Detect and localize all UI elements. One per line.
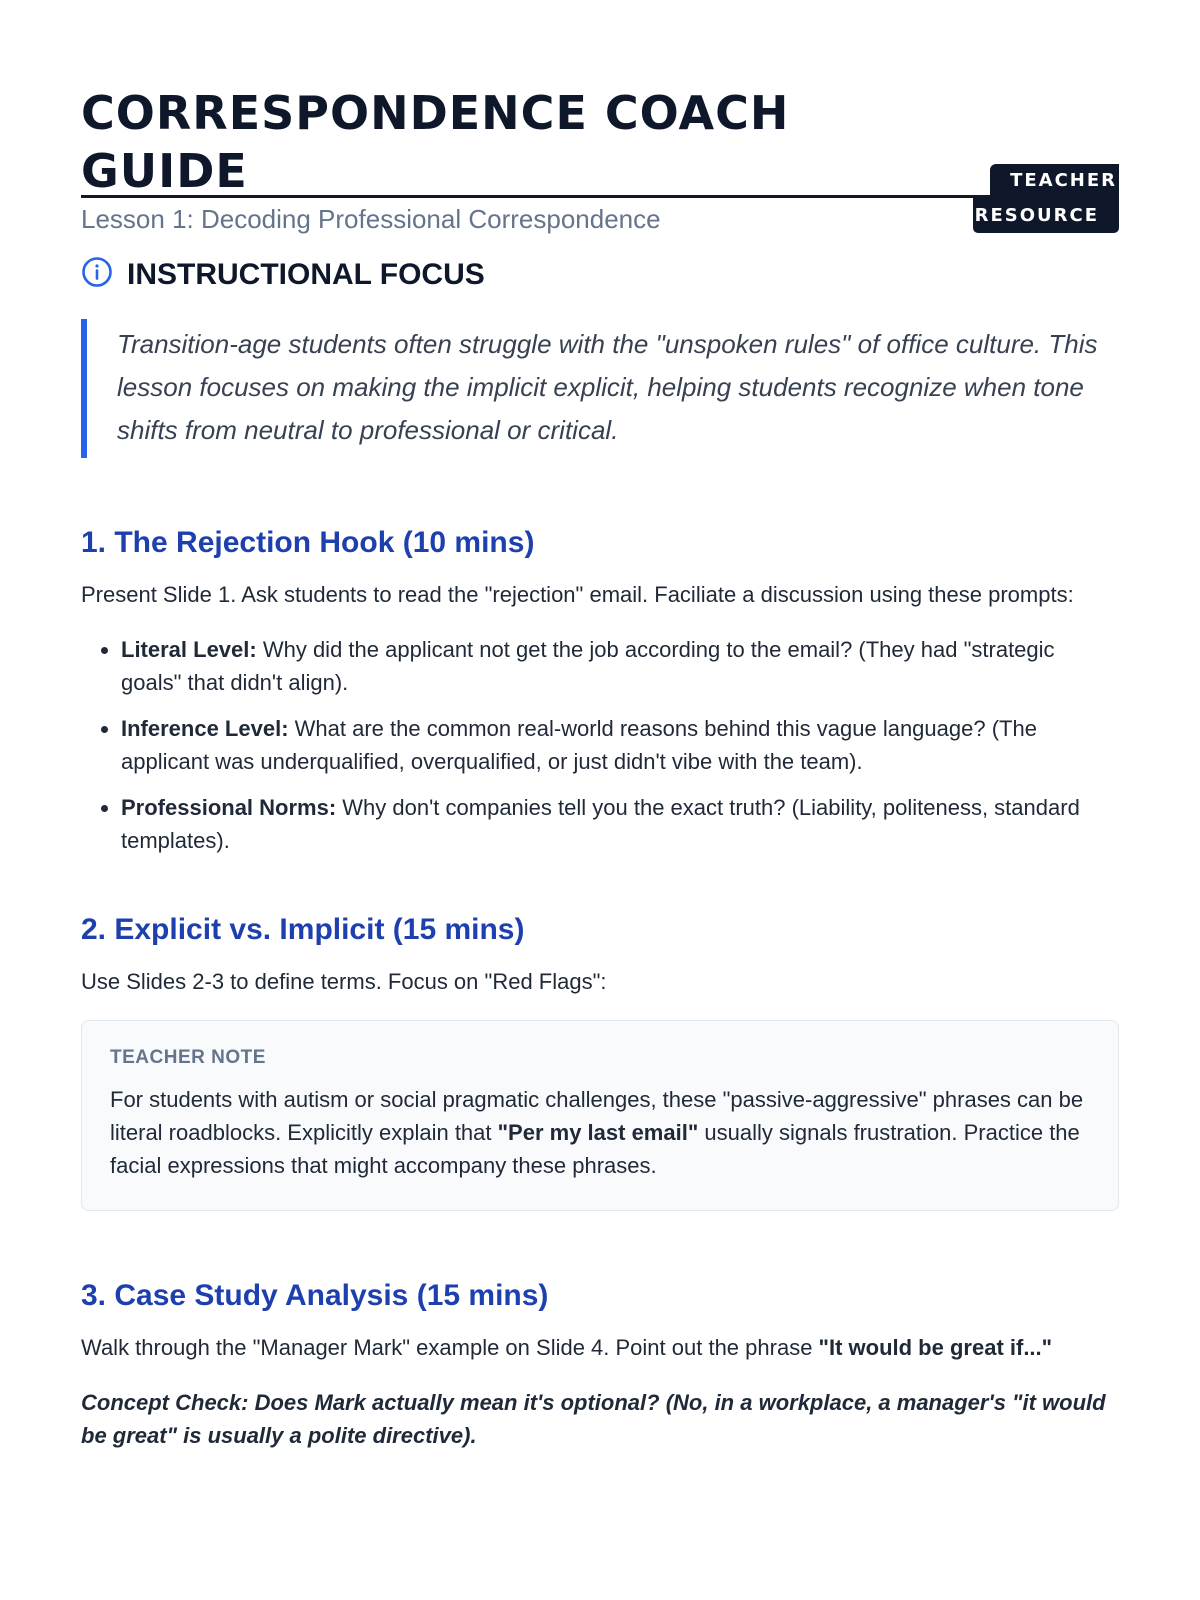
focus-quote: Transition-age students often struggle with the "unspoken rules" of office culture. This lesson focuses on making the implicit explicit, helping students recognize when tone shifts from neutral to professional or critical. (81, 319, 1119, 458)
section-rejection-hook (81, 526, 1119, 857)
section-3-intro (81, 1331, 1119, 1364)
prompt-text: Why don't companies tell you the exact truth? (Liability, politeness, standard templates). (121, 795, 1080, 853)
page-title: CORRESPONDENCE COACH GUIDE (81, 86, 790, 198)
teacher-note (81, 1020, 1119, 1211)
badge-line-1: TEACHER (990, 164, 1119, 198)
list-item (121, 791, 1119, 857)
note-bold-phrase: "Per my last email" (497, 1120, 699, 1145)
focus-heading-row (81, 256, 1119, 293)
prompt-text: What are the common real-world reasons behind this vague language? (The applicant was underqualified, overqualified, or just didn't vibe with the team). (121, 716, 1037, 774)
section-case-study (81, 1279, 1119, 1452)
badge-line-2: RESOURCE (973, 198, 1119, 233)
section-2-heading: 2. Explicit vs. Implicit (15 mins) (81, 913, 525, 946)
intro-text-part: Walk through the "Manager Mark" example on Slide 4. Point out the phrase (81, 1335, 819, 1360)
section-explicit-implicit (81, 913, 1119, 1211)
concept-check: Concept Check: Does Mark actually mean it's optional? (No, in a workplace, a manager's "it would be great" is usually a polite directive). (81, 1390, 1106, 1448)
list-item (121, 633, 1119, 699)
discussion-prompts (81, 633, 1119, 857)
info-icon (81, 256, 127, 293)
prompt-label: Inference Level: (121, 716, 289, 741)
section-3-heading: 3. Case Study Analysis (15 mins) (81, 1279, 549, 1312)
teacher-resource-badge (973, 164, 1119, 233)
intro-bold-phrase: "It would be great if..." (818, 1335, 1053, 1360)
page-subtitle: Lesson 1: Decoding Professional Correspondence (81, 204, 661, 234)
section-2-intro: Use Slides 2-3 to define terms. Focus on "Red Flags": (81, 969, 607, 994)
list-item (121, 712, 1119, 778)
prompt-text: Why did the applicant not get the job according to the email? (They had "strategic goals" that didn't align). (121, 637, 1055, 695)
teacher-note-text (110, 1083, 1090, 1182)
instructional-focus (81, 256, 1119, 458)
section-1-intro: Present Slide 1. Ask students to read the "rejection" email. Faciliate a discussion using these prompts: (81, 582, 1074, 607)
note-text-part: For students with autism or social pragmatic challenges, these "passive-aggressive" phrases can be literal roadblocks. Explicitly explain that (110, 1087, 1084, 1145)
prompt-label: Literal Level: (121, 637, 257, 662)
note-text-part: usually signals frustration. Practice the facial expressions that might accompany these phrases. (110, 1120, 1080, 1178)
teacher-note-label: TEACHER NOTE (110, 1047, 266, 1068)
page-header (81, 0, 1119, 234)
prompt-label: Professional Norms: (121, 795, 337, 820)
section-1-heading: 1. The Rejection Hook (10 mins) (81, 526, 535, 559)
focus-heading: INSTRUCTIONAL FOCUS (127, 257, 485, 291)
